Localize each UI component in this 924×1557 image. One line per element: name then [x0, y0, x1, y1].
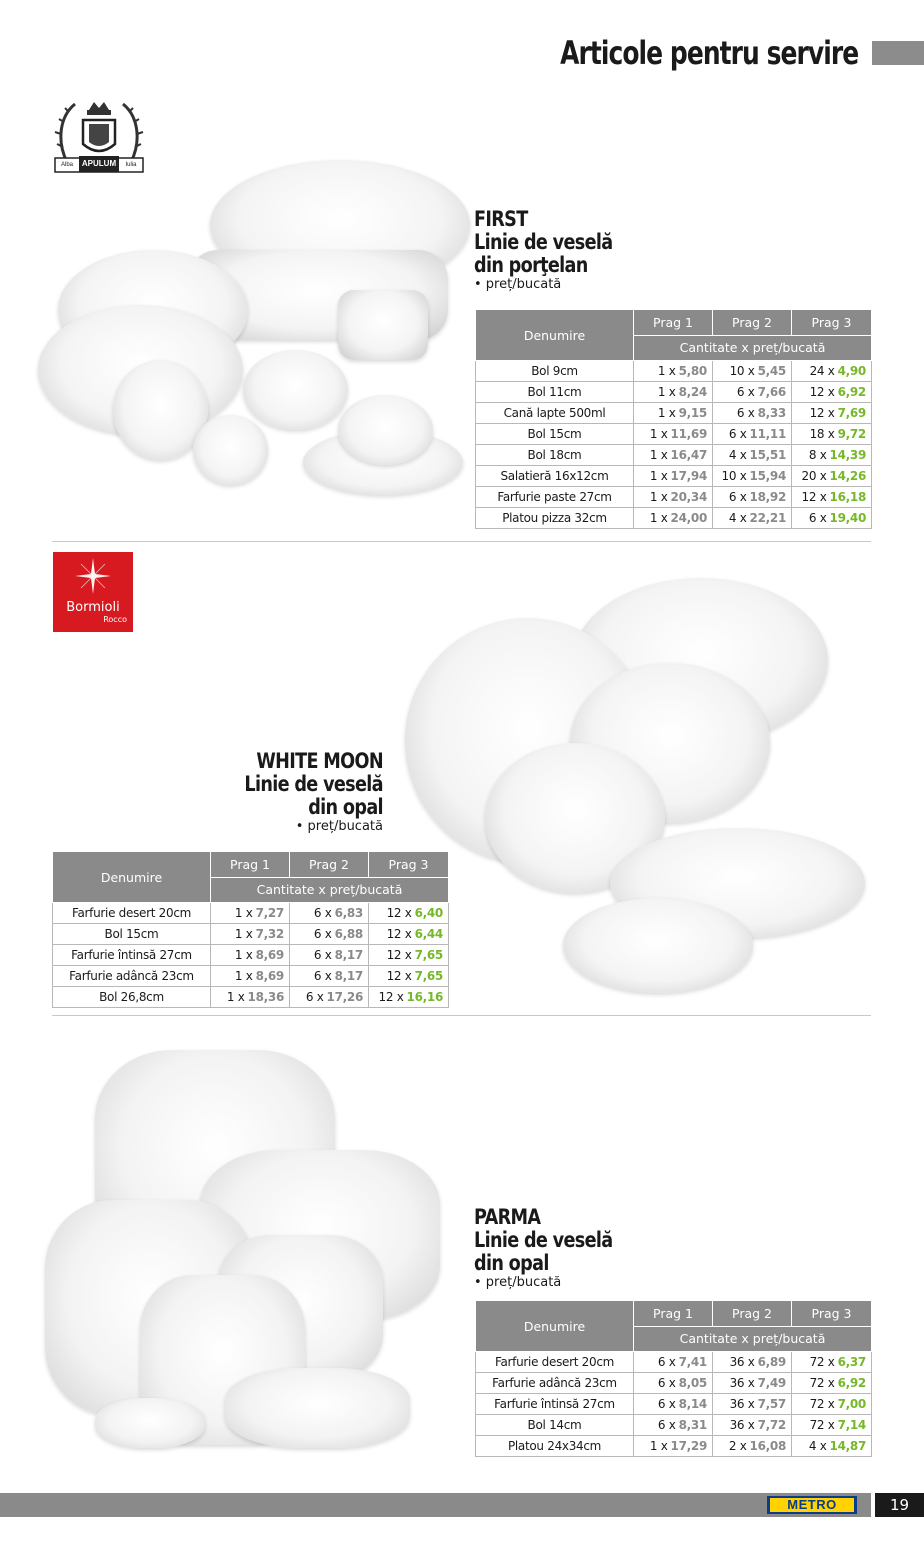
price-value: 14,87 — [829, 1439, 866, 1453]
price-cell-prag1 — [211, 903, 290, 924]
quantity: 1 x — [649, 1439, 668, 1453]
quantity: 72 x — [809, 1418, 835, 1432]
price-table-white-moon — [52, 851, 449, 1008]
col-header-prag1: Prag 1 — [634, 1301, 713, 1327]
product-name: FIRST — [474, 207, 528, 231]
col-header-name: Denumire — [53, 852, 211, 903]
quantity: 1 x — [234, 948, 253, 962]
price-cell-prag2 — [713, 424, 792, 445]
item-name: Bol 26,8cm — [53, 987, 211, 1008]
product-unit: • preț/bucată — [474, 1275, 562, 1290]
quantity: 1 x — [657, 364, 676, 378]
product-line1: Linie de veselă — [474, 230, 613, 254]
table-row — [476, 1415, 872, 1436]
quantity: 24 x — [809, 364, 835, 378]
item-name: Farfurie întinsă 27cm — [53, 945, 211, 966]
price-value: 14,26 — [829, 469, 866, 483]
price-value: 6,37 — [837, 1355, 866, 1369]
price-cell-prag3 — [369, 966, 449, 987]
price-value: 16,08 — [749, 1439, 786, 1453]
col-header-qty: Cantitate x preț/bucată — [634, 335, 872, 361]
quantity: 6 x — [313, 948, 332, 962]
price-value: 7,72 — [757, 1418, 786, 1432]
price-cell-prag3 — [792, 1436, 872, 1457]
price-value: 18,36 — [247, 990, 284, 1004]
price-value: 8,14 — [678, 1397, 707, 1411]
table-row — [476, 1436, 872, 1457]
quantity: 12 x — [809, 385, 835, 399]
item-name: Bol 15cm — [53, 924, 211, 945]
price-value: 7,14 — [837, 1418, 866, 1432]
price-value: 15,94 — [749, 469, 786, 483]
quantity: 1 x — [234, 927, 253, 941]
product-line1: Linie de veselă — [474, 1228, 613, 1252]
price-value: 6,88 — [334, 927, 363, 941]
apulum-logo-text-left: Alba — [60, 162, 73, 168]
price-cell-prag2 — [713, 1373, 792, 1394]
product-line2: din porţelan — [474, 253, 588, 277]
quantity: 12 x — [386, 906, 412, 920]
price-cell-prag3 — [792, 487, 872, 508]
quantity: 6 x — [657, 1355, 676, 1369]
bormioli-logo — [53, 552, 133, 632]
price-value: 16,16 — [406, 990, 443, 1004]
product-name: PARMA — [474, 1205, 541, 1229]
table-row — [53, 987, 449, 1008]
product-heading-parma — [474, 1206, 639, 1291]
col-header-qty: Cantitate x preț/bucată — [211, 877, 449, 903]
page-title: Articole pentru servire — [559, 34, 858, 72]
quantity: 12 x — [386, 927, 412, 941]
price-value: 11,11 — [749, 427, 786, 441]
table-row — [476, 1373, 872, 1394]
quantity: 36 x — [729, 1397, 755, 1411]
quantity: 6 x — [305, 990, 324, 1004]
quantity: 1 x — [649, 427, 668, 441]
quantity: 36 x — [729, 1376, 755, 1390]
quantity: 1 x — [649, 448, 668, 462]
quantity: 72 x — [809, 1376, 835, 1390]
metro-logo-text: METRO — [770, 1498, 854, 1512]
price-cell-prag3 — [792, 1373, 872, 1394]
item-name: Farfurie adâncă 23cm — [476, 1373, 634, 1394]
price-value: 24,00 — [670, 511, 707, 525]
price-cell-prag1 — [634, 424, 713, 445]
item-name: Farfurie desert 20cm — [53, 903, 211, 924]
price-table-parma — [475, 1300, 872, 1457]
price-value: 6,92 — [837, 385, 866, 399]
quantity: 4 x — [808, 1439, 827, 1453]
price-cell-prag3 — [792, 445, 872, 466]
table-row — [476, 424, 872, 445]
price-value: 11,69 — [670, 427, 707, 441]
quantity: 6 x — [728, 427, 747, 441]
price-cell-prag3 — [369, 945, 449, 966]
quantity: 12 x — [801, 490, 827, 504]
price-value: 6,40 — [414, 906, 443, 920]
price-cell-prag2 — [713, 1352, 792, 1373]
quantity: 6 x — [313, 969, 332, 983]
price-value: 7,32 — [255, 927, 284, 941]
item-name: Bol 14cm — [476, 1415, 634, 1436]
price-cell-prag3 — [369, 903, 449, 924]
table-row — [476, 1394, 872, 1415]
table-row — [476, 487, 872, 508]
price-cell-prag2 — [713, 1436, 792, 1457]
col-header-prag3: Prag 3 — [369, 852, 449, 878]
quantity: 1 x — [226, 990, 245, 1004]
price-cell-prag1 — [634, 1373, 713, 1394]
price-cell-prag3 — [369, 924, 449, 945]
quantity: 6 x — [657, 1418, 676, 1432]
price-cell-prag1 — [211, 987, 290, 1008]
item-name: Platou 24x34cm — [476, 1436, 634, 1457]
product-unit: • preț/bucată — [295, 819, 383, 834]
price-value: 7,65 — [414, 969, 443, 983]
section-divider — [52, 541, 871, 542]
price-value: 14,39 — [829, 448, 866, 462]
quantity: 2 x — [728, 1439, 747, 1453]
price-cell-prag3 — [792, 382, 872, 403]
price-cell-prag3 — [792, 361, 872, 382]
price-value: 7,66 — [757, 385, 786, 399]
price-cell-prag2 — [713, 1394, 792, 1415]
item-name: Farfurie întinsă 27cm — [476, 1394, 634, 1415]
price-value: 7,27 — [255, 906, 284, 920]
price-cell-prag1 — [211, 924, 290, 945]
price-value: 8,33 — [757, 406, 786, 420]
item-name: Farfurie paste 27cm — [476, 487, 634, 508]
quantity: 36 x — [729, 1355, 755, 1369]
quantity: 10 x — [721, 469, 747, 483]
price-cell-prag1 — [634, 487, 713, 508]
item-name: Bol 11cm — [476, 382, 634, 403]
price-value: 4,90 — [837, 364, 866, 378]
price-value: 7,00 — [837, 1397, 866, 1411]
quantity: 6 x — [736, 385, 755, 399]
price-cell-prag2 — [713, 361, 792, 382]
price-value: 7,65 — [414, 948, 443, 962]
table-row — [476, 382, 872, 403]
price-cell-prag3 — [792, 424, 872, 445]
white-moon-product-image — [405, 578, 875, 998]
col-header-qty: Cantitate x preț/bucată — [634, 1326, 872, 1352]
item-name: Bol 9cm — [476, 361, 634, 382]
col-header-prag1: Prag 1 — [211, 852, 290, 878]
table-row — [476, 466, 872, 487]
price-value: 9,15 — [678, 406, 707, 420]
price-cell-prag3 — [792, 1352, 872, 1373]
price-cell-prag2 — [713, 445, 792, 466]
item-name: Farfurie adâncă 23cm — [53, 966, 211, 987]
quantity: 6 x — [313, 906, 332, 920]
col-header-prag3: Prag 3 — [792, 310, 872, 336]
price-cell-prag1 — [634, 361, 713, 382]
section-divider — [52, 1015, 871, 1016]
price-value: 8,17 — [334, 969, 363, 983]
bormioli-logo-text: Bormioli — [66, 600, 120, 615]
quantity: 20 x — [801, 469, 827, 483]
col-header-name: Denumire — [476, 1301, 634, 1352]
price-value: 9,72 — [837, 427, 866, 441]
price-value: 8,05 — [678, 1376, 707, 1390]
table-row — [53, 966, 449, 987]
product-heading-white-moon — [218, 750, 383, 835]
price-cell-prag2 — [290, 903, 369, 924]
product-line1: Linie de veselă — [244, 772, 383, 796]
quantity: 1 x — [234, 969, 253, 983]
quantity: 36 x — [729, 1418, 755, 1432]
quantity: 4 x — [728, 448, 747, 462]
price-value: 6,83 — [334, 906, 363, 920]
price-cell-prag2 — [713, 403, 792, 424]
price-cell-prag2 — [290, 987, 369, 1008]
table-row — [476, 445, 872, 466]
price-value: 20,34 — [670, 490, 707, 504]
col-header-prag2: Prag 2 — [713, 1301, 792, 1327]
price-value: 7,57 — [757, 1397, 786, 1411]
price-value: 17,29 — [670, 1439, 707, 1453]
price-cell-prag1 — [211, 945, 290, 966]
price-cell-prag1 — [634, 1415, 713, 1436]
price-cell-prag2 — [713, 1415, 792, 1436]
title-accent-bar — [872, 41, 924, 65]
quantity: 10 x — [729, 364, 755, 378]
price-cell-prag1 — [634, 1352, 713, 1373]
table-row — [476, 361, 872, 382]
price-cell-prag1 — [634, 508, 713, 529]
price-cell-prag1 — [634, 1436, 713, 1457]
product-unit: • preț/bucată — [474, 277, 562, 292]
footer-bar — [0, 1493, 871, 1517]
product-line2: din opal — [474, 1251, 549, 1275]
quantity: 12 x — [809, 406, 835, 420]
price-value: 8,24 — [678, 385, 707, 399]
item-name: Salatieră 16x12cm — [476, 466, 634, 487]
item-name: Platou pizza 32cm — [476, 508, 634, 529]
price-cell-prag1 — [634, 382, 713, 403]
col-header-name: Denumire — [476, 310, 634, 361]
price-value: 8,69 — [255, 969, 284, 983]
price-cell-prag1 — [634, 466, 713, 487]
quantity: 12 x — [378, 990, 404, 1004]
price-cell-prag3 — [792, 403, 872, 424]
product-name: WHITE MOON — [256, 749, 383, 773]
price-value: 8,69 — [255, 948, 284, 962]
quantity: 1 x — [234, 906, 253, 920]
price-value: 6,92 — [837, 1376, 866, 1390]
quantity: 72 x — [809, 1355, 835, 1369]
price-value: 6,44 — [414, 927, 443, 941]
price-cell-prag3 — [369, 987, 449, 1008]
price-value: 8,17 — [334, 948, 363, 962]
item-name: Bol 18cm — [476, 445, 634, 466]
quantity: 1 x — [649, 469, 668, 483]
quantity: 12 x — [386, 969, 412, 983]
price-cell-prag1 — [634, 445, 713, 466]
price-cell-prag2 — [713, 487, 792, 508]
product-line2: din opal — [308, 795, 383, 819]
quantity: 6 x — [728, 490, 747, 504]
table-row — [53, 903, 449, 924]
price-value: 16,18 — [829, 490, 866, 504]
col-header-prag3: Prag 3 — [792, 1301, 872, 1327]
price-value: 7,41 — [678, 1355, 707, 1369]
parma-product-image — [40, 1050, 450, 1450]
item-name: Bol 15cm — [476, 424, 634, 445]
col-header-prag2: Prag 2 — [713, 310, 792, 336]
price-value: 17,26 — [326, 990, 363, 1004]
price-cell-prag2 — [290, 945, 369, 966]
quantity: 6 x — [736, 406, 755, 420]
quantity: 12 x — [386, 948, 412, 962]
quantity: 18 x — [809, 427, 835, 441]
price-cell-prag1 — [211, 966, 290, 987]
col-header-prag1: Prag 1 — [634, 310, 713, 336]
price-cell-prag2 — [713, 382, 792, 403]
quantity: 8 x — [808, 448, 827, 462]
quantity: 6 x — [313, 927, 332, 941]
item-name: Cană lapte 500ml — [476, 403, 634, 424]
price-cell-prag2 — [290, 924, 369, 945]
table-row — [476, 403, 872, 424]
price-value: 18,92 — [749, 490, 786, 504]
price-value: 16,47 — [670, 448, 707, 462]
price-value: 6,89 — [757, 1355, 786, 1369]
product-heading-first — [474, 208, 639, 293]
table-row — [476, 1352, 872, 1373]
quantity: 6 x — [657, 1376, 676, 1390]
price-cell-prag2 — [290, 966, 369, 987]
price-value: 7,69 — [837, 406, 866, 420]
quantity: 1 x — [649, 490, 668, 504]
price-cell-prag2 — [713, 508, 792, 529]
table-row — [53, 945, 449, 966]
price-cell-prag3 — [792, 508, 872, 529]
apulum-logo-text-right: Iulia — [125, 162, 137, 168]
apulum-logo-text: APULUM — [81, 159, 117, 168]
col-header-prag2: Prag 2 — [290, 852, 369, 878]
price-value: 5,80 — [678, 364, 707, 378]
quantity: 6 x — [808, 511, 827, 525]
page-number: 19 — [875, 1493, 924, 1517]
price-cell-prag3 — [792, 1394, 872, 1415]
price-cell-prag3 — [792, 466, 872, 487]
price-cell-prag1 — [634, 1394, 713, 1415]
table-row — [53, 924, 449, 945]
bormioli-logo-sub: Rocco — [103, 615, 127, 624]
price-value: 17,94 — [670, 469, 707, 483]
quantity: 1 x — [657, 406, 676, 420]
price-value: 5,45 — [757, 364, 786, 378]
table-row — [476, 508, 872, 529]
price-value: 8,31 — [678, 1418, 707, 1432]
price-cell-prag1 — [634, 403, 713, 424]
quantity: 1 x — [649, 511, 668, 525]
quantity: 72 x — [809, 1397, 835, 1411]
price-value: 19,40 — [829, 511, 866, 525]
item-name: Farfurie desert 20cm — [476, 1352, 634, 1373]
price-cell-prag3 — [792, 1415, 872, 1436]
quantity: 4 x — [728, 511, 747, 525]
price-cell-prag2 — [713, 466, 792, 487]
price-value: 22,21 — [749, 511, 786, 525]
quantity: 1 x — [657, 385, 676, 399]
price-value: 7,49 — [757, 1376, 786, 1390]
first-product-image — [38, 160, 478, 500]
metro-logo — [767, 1496, 857, 1514]
price-table-first — [475, 309, 872, 529]
quantity: 6 x — [657, 1397, 676, 1411]
price-value: 15,51 — [749, 448, 786, 462]
